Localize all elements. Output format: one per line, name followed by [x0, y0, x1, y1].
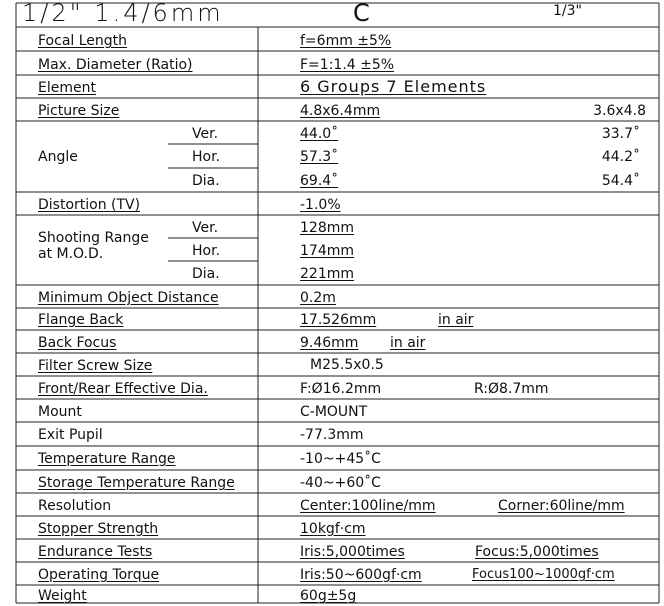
lens-format-title: 1/2" 1.4/6mm: [22, 0, 224, 27]
endurance-focus-value: Focus:5,000times: [475, 544, 599, 560]
storage-temperature-label: Storage Temperature Range: [38, 475, 235, 491]
picture-size-value: 4.8x6.4mm: [300, 103, 381, 119]
effective-dia-rear: R:Ø8.7mm: [474, 381, 549, 397]
shooting-dia-label: Dia.: [192, 266, 220, 282]
angle-hor-alt: 44.2˚: [601, 149, 640, 165]
temperature-range-value: -10~+45˚C: [300, 451, 381, 467]
weight-label: Weight: [38, 588, 87, 604]
shooting-hor-label: Hor.: [192, 243, 221, 259]
element-value: 6 Groups 7 Elements: [300, 77, 487, 96]
back-focus-value: 9.46mm: [300, 335, 359, 351]
element-label: Element: [38, 80, 96, 96]
stopper-strength-label: Stopper Strength: [38, 521, 159, 537]
back-focus-suffix: in air: [390, 335, 426, 351]
max-diameter-value: F=1:1.4 ±5%: [300, 57, 395, 73]
endurance-tests-label: Endurance Tests: [38, 544, 153, 560]
weight-value: 60g±5g: [300, 588, 357, 604]
angle-hor-value: 57.3˚: [300, 149, 339, 165]
filter-screw-value: M25.5x0.5: [310, 357, 384, 373]
angle-ver-label: Ver.: [192, 126, 219, 142]
shooting-dia-value: 221mm: [300, 266, 354, 282]
picture-size-alt: 3.6x4.8: [593, 103, 646, 119]
flange-back-label: Flange Back: [38, 312, 124, 328]
resolution-corner: Corner:60line/mm: [498, 498, 625, 514]
shooting-range-label-mod: at M.O.D.: [38, 246, 104, 262]
max-diameter-label: Max. Diameter (Ratio): [38, 57, 193, 73]
mount-label: Mount: [38, 404, 82, 420]
focal-length-value: f=6mm ±5%: [300, 33, 392, 49]
operating-torque-focus: Focus100~1000gf·cm: [472, 567, 615, 582]
angle-ver-alt: 33.7˚: [601, 126, 640, 142]
angle-dia-alt: 54.4˚: [601, 173, 640, 189]
picture-size-label: Picture Size: [38, 103, 120, 119]
mod-value: 0.2m: [300, 290, 336, 306]
distortion-label: Distortion (TV): [38, 197, 141, 213]
mount-type-title: C: [353, 0, 370, 27]
flange-back-value: 17.526mm: [300, 312, 377, 328]
angle-ver-value: 44.0˚: [300, 126, 339, 142]
storage-temperature-value: -40~+60˚C: [300, 475, 381, 491]
flange-back-suffix: in air: [438, 312, 474, 328]
shooting-hor-value: 174mm: [300, 243, 354, 259]
mod-label: Minimum Object Distance: [38, 290, 219, 306]
operating-torque-iris: Iris:50~600gf·cm: [300, 567, 422, 583]
resolution-label: Resolution: [38, 498, 112, 514]
shooting-ver-value: 128mm: [300, 220, 354, 236]
distortion-value: -1.0%: [300, 197, 341, 213]
resolution-center: Center:100line/mm: [300, 498, 436, 514]
exit-pupil-label: Exit Pupil: [38, 427, 103, 443]
endurance-iris-value: Iris:5,000times: [300, 544, 405, 560]
shooting-ver-label: Ver.: [192, 220, 219, 236]
angle-dia-value: 69.4˚: [300, 173, 339, 189]
operating-torque-label: Operating Torque: [38, 567, 160, 583]
effective-dia-front: F:Ø16.2mm: [300, 381, 382, 397]
stopper-strength-value: 10kgf·cm: [300, 521, 366, 537]
back-focus-label: Back Focus: [38, 335, 117, 351]
mount-value: C-MOUNT: [300, 404, 368, 420]
focal-length-label: Focal Length: [38, 33, 128, 49]
exit-pupil-value: -77.3mm: [300, 427, 364, 443]
temperature-range-label: Temperature Range: [38, 451, 176, 467]
shooting-range-label: Shooting Range: [38, 230, 149, 246]
filter-screw-label: Filter Screw Size: [38, 358, 153, 374]
sheet-format-label: 1/3": [553, 3, 582, 19]
angle-hor-label: Hor.: [192, 149, 221, 165]
effective-dia-label: Front/Rear Effective Dia.: [38, 381, 208, 397]
angle-label: Angle: [38, 149, 78, 165]
angle-dia-label: Dia.: [192, 173, 220, 189]
